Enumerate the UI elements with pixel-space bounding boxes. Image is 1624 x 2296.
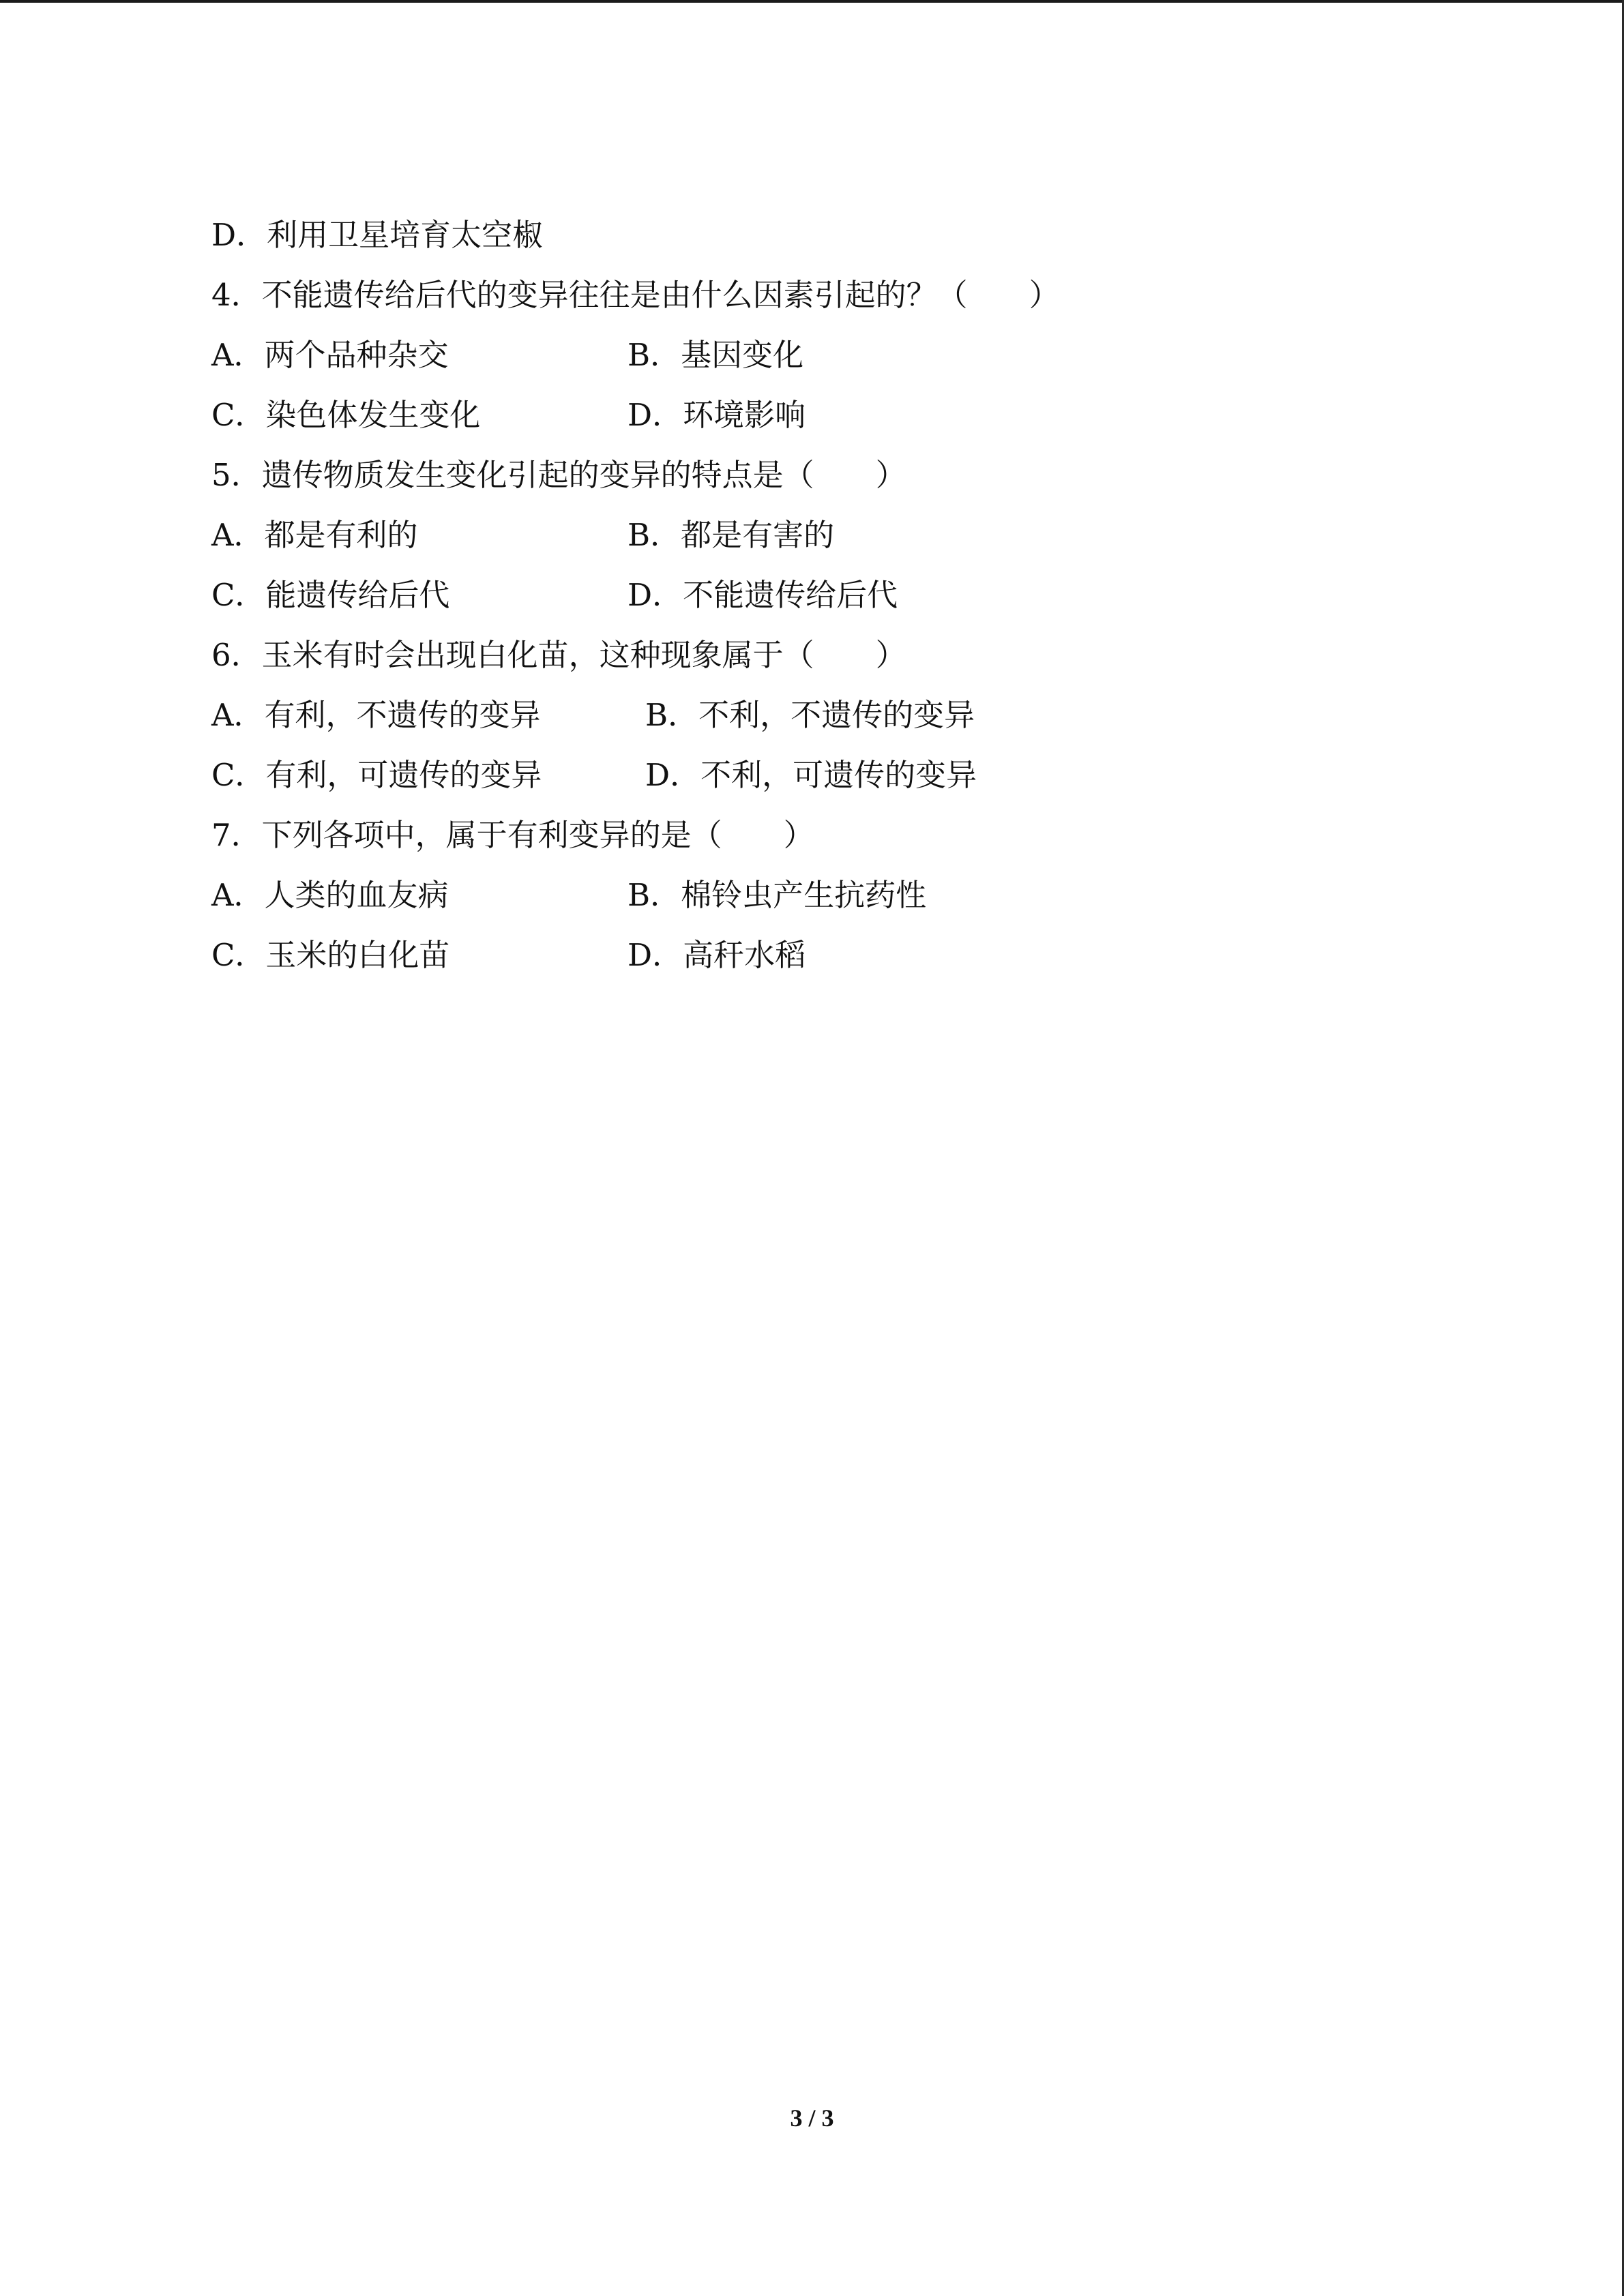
q5-option-d: D．不能遗传给后代: [628, 577, 898, 613]
q6-option-d: D．不利，可遗传的变异: [645, 757, 977, 793]
q7-option-a: A．人类的血友病: [211, 877, 449, 913]
q4-option-c: C．染色体发生变化: [211, 397, 481, 433]
q6-option-c: C．有利，可遗传的变异: [211, 757, 542, 793]
q7-option-c: C．玉米的白化苗: [211, 937, 450, 973]
top-border: [0, 0, 1624, 3]
q5-option-a: A．都是有利的: [211, 517, 418, 553]
q4-option-a: A．两个品种杂交: [211, 337, 449, 373]
q4-option-d: D．环境影响: [628, 397, 806, 433]
question-5: 5．遗传物质发生变化引起的变异的特点是（ ）: [211, 457, 906, 493]
question-7: 7．下列各项中，属于有利变异的是（ ）: [211, 817, 814, 853]
q5-option-c: C．能遗传给后代: [211, 577, 450, 613]
page-number: 3 / 3: [790, 2104, 834, 2132]
q6-option-b: B．不利，不遗传的变异: [645, 697, 975, 733]
q3-option-d: D．利用卫星培育太空椒: [211, 217, 544, 253]
question-6: 6．玉米有时会出现白化苗，这种现象属于（ ）: [211, 637, 906, 673]
q4-option-b: B．基因变化: [628, 337, 804, 373]
q5-option-b: B．都是有害的: [628, 517, 835, 553]
q6-option-a: A．有利，不遗传的变异: [211, 697, 541, 733]
q7-option-d: D．高秆水稻: [628, 937, 806, 973]
question-4: 4．不能遗传给后代的变异往往是由什么因素引起的？（ ）: [211, 277, 1060, 313]
q7-option-b: B．棉铃虫产生抗药性: [628, 877, 927, 913]
